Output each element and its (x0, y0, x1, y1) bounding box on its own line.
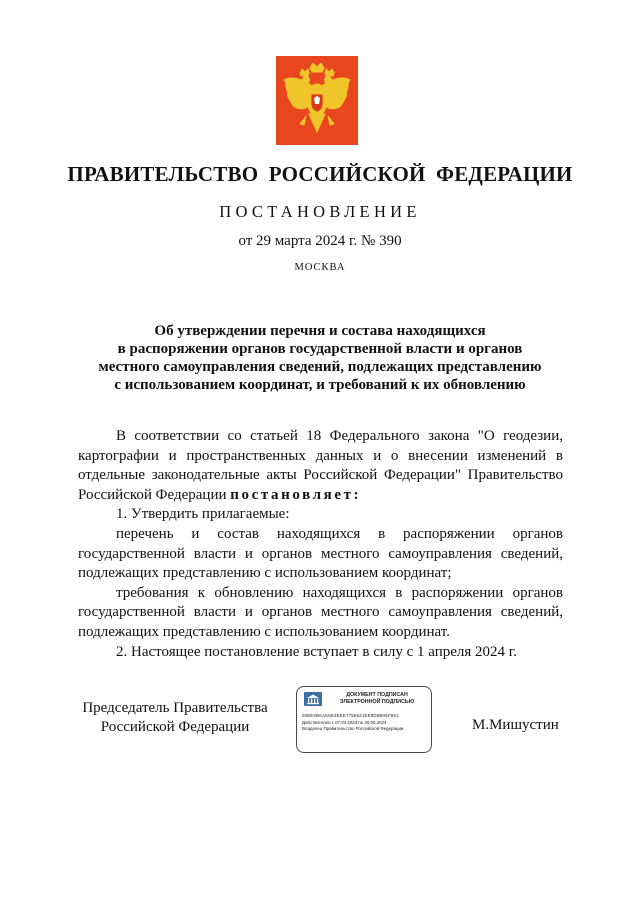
stamp-validity: Действителен с 07.03.2023 по 30.05.2024 (302, 720, 387, 725)
government-building-icon (303, 692, 323, 706)
stamp-heading (325, 692, 429, 706)
subject-line: с использованием координат, и требований к их обновлению (114, 377, 526, 393)
intro-text: В соответствии со статьей 18 Федерального закона "О геодезии, картографии и пространственных данных и о внесении изменений в отдельные законодательные акты Российской Федерации" Правительство Российской Федерации (78, 428, 563, 503)
subject-line: Об утверждении перечня и состава находящихся (154, 323, 486, 339)
coat-of-arms-icon (276, 56, 358, 145)
stamp-heading-line: ДОКУМЕНТ ПОДПИСАН (346, 692, 408, 698)
item-1-list-2: требования к обновлению находящихся в распоряжении органов государственной власти и органов местного самоуправления сведений, подлежащих представлению с использованием координат. (78, 584, 563, 640)
stamp-certificate: 00BE6B6AE5E3EEE7756621EE8D6B06F891 (302, 713, 399, 718)
subject-line: местного самоуправления сведений, подлежащих представлению (98, 359, 542, 375)
signer-position (75, 699, 275, 737)
stamp-heading-line: ЭЛЕКТРОННОЙ ПОДПИСЬЮ (339, 699, 415, 705)
electronic-signature-stamp (296, 686, 432, 753)
item-2: 2. Настоящее постановление вступает в силу с 1 апреля 2024 г. (116, 643, 518, 660)
document-subject (60, 322, 580, 394)
signer-name: М.Мишустин (472, 717, 559, 733)
intro-paragraph (78, 427, 563, 505)
item-1-list-1: перечень и состав находящихся в распоряжении органов государственной власти и органов местного самоуправления сведений, подлежащих представлению с использованием координат; (78, 525, 563, 582)
signer-position-line: Российской Федерации (100, 719, 250, 735)
subject-line: в распоряжении органов государственной власти и органов (117, 341, 523, 357)
government-title: ПРАВИТЕЛЬСТВО РОССИЙСКОЙ ФЕДЕРАЦИИ (67, 162, 573, 186)
document-date-number: от 29 марта 2024 г. № 390 (238, 233, 402, 249)
decree-word: постановляет: (230, 486, 362, 503)
document-body (78, 427, 563, 662)
signer-position-line: Председатель Правительства (82, 700, 268, 716)
document-type: ПОСТАНОВЛЕНИЕ (219, 202, 421, 221)
item-1: 1. Утвердить прилагаемые: (116, 506, 290, 523)
stamp-owner: Владелец Правительство Российской Федерации (302, 726, 404, 731)
document-city: МОСКВА (294, 262, 346, 273)
